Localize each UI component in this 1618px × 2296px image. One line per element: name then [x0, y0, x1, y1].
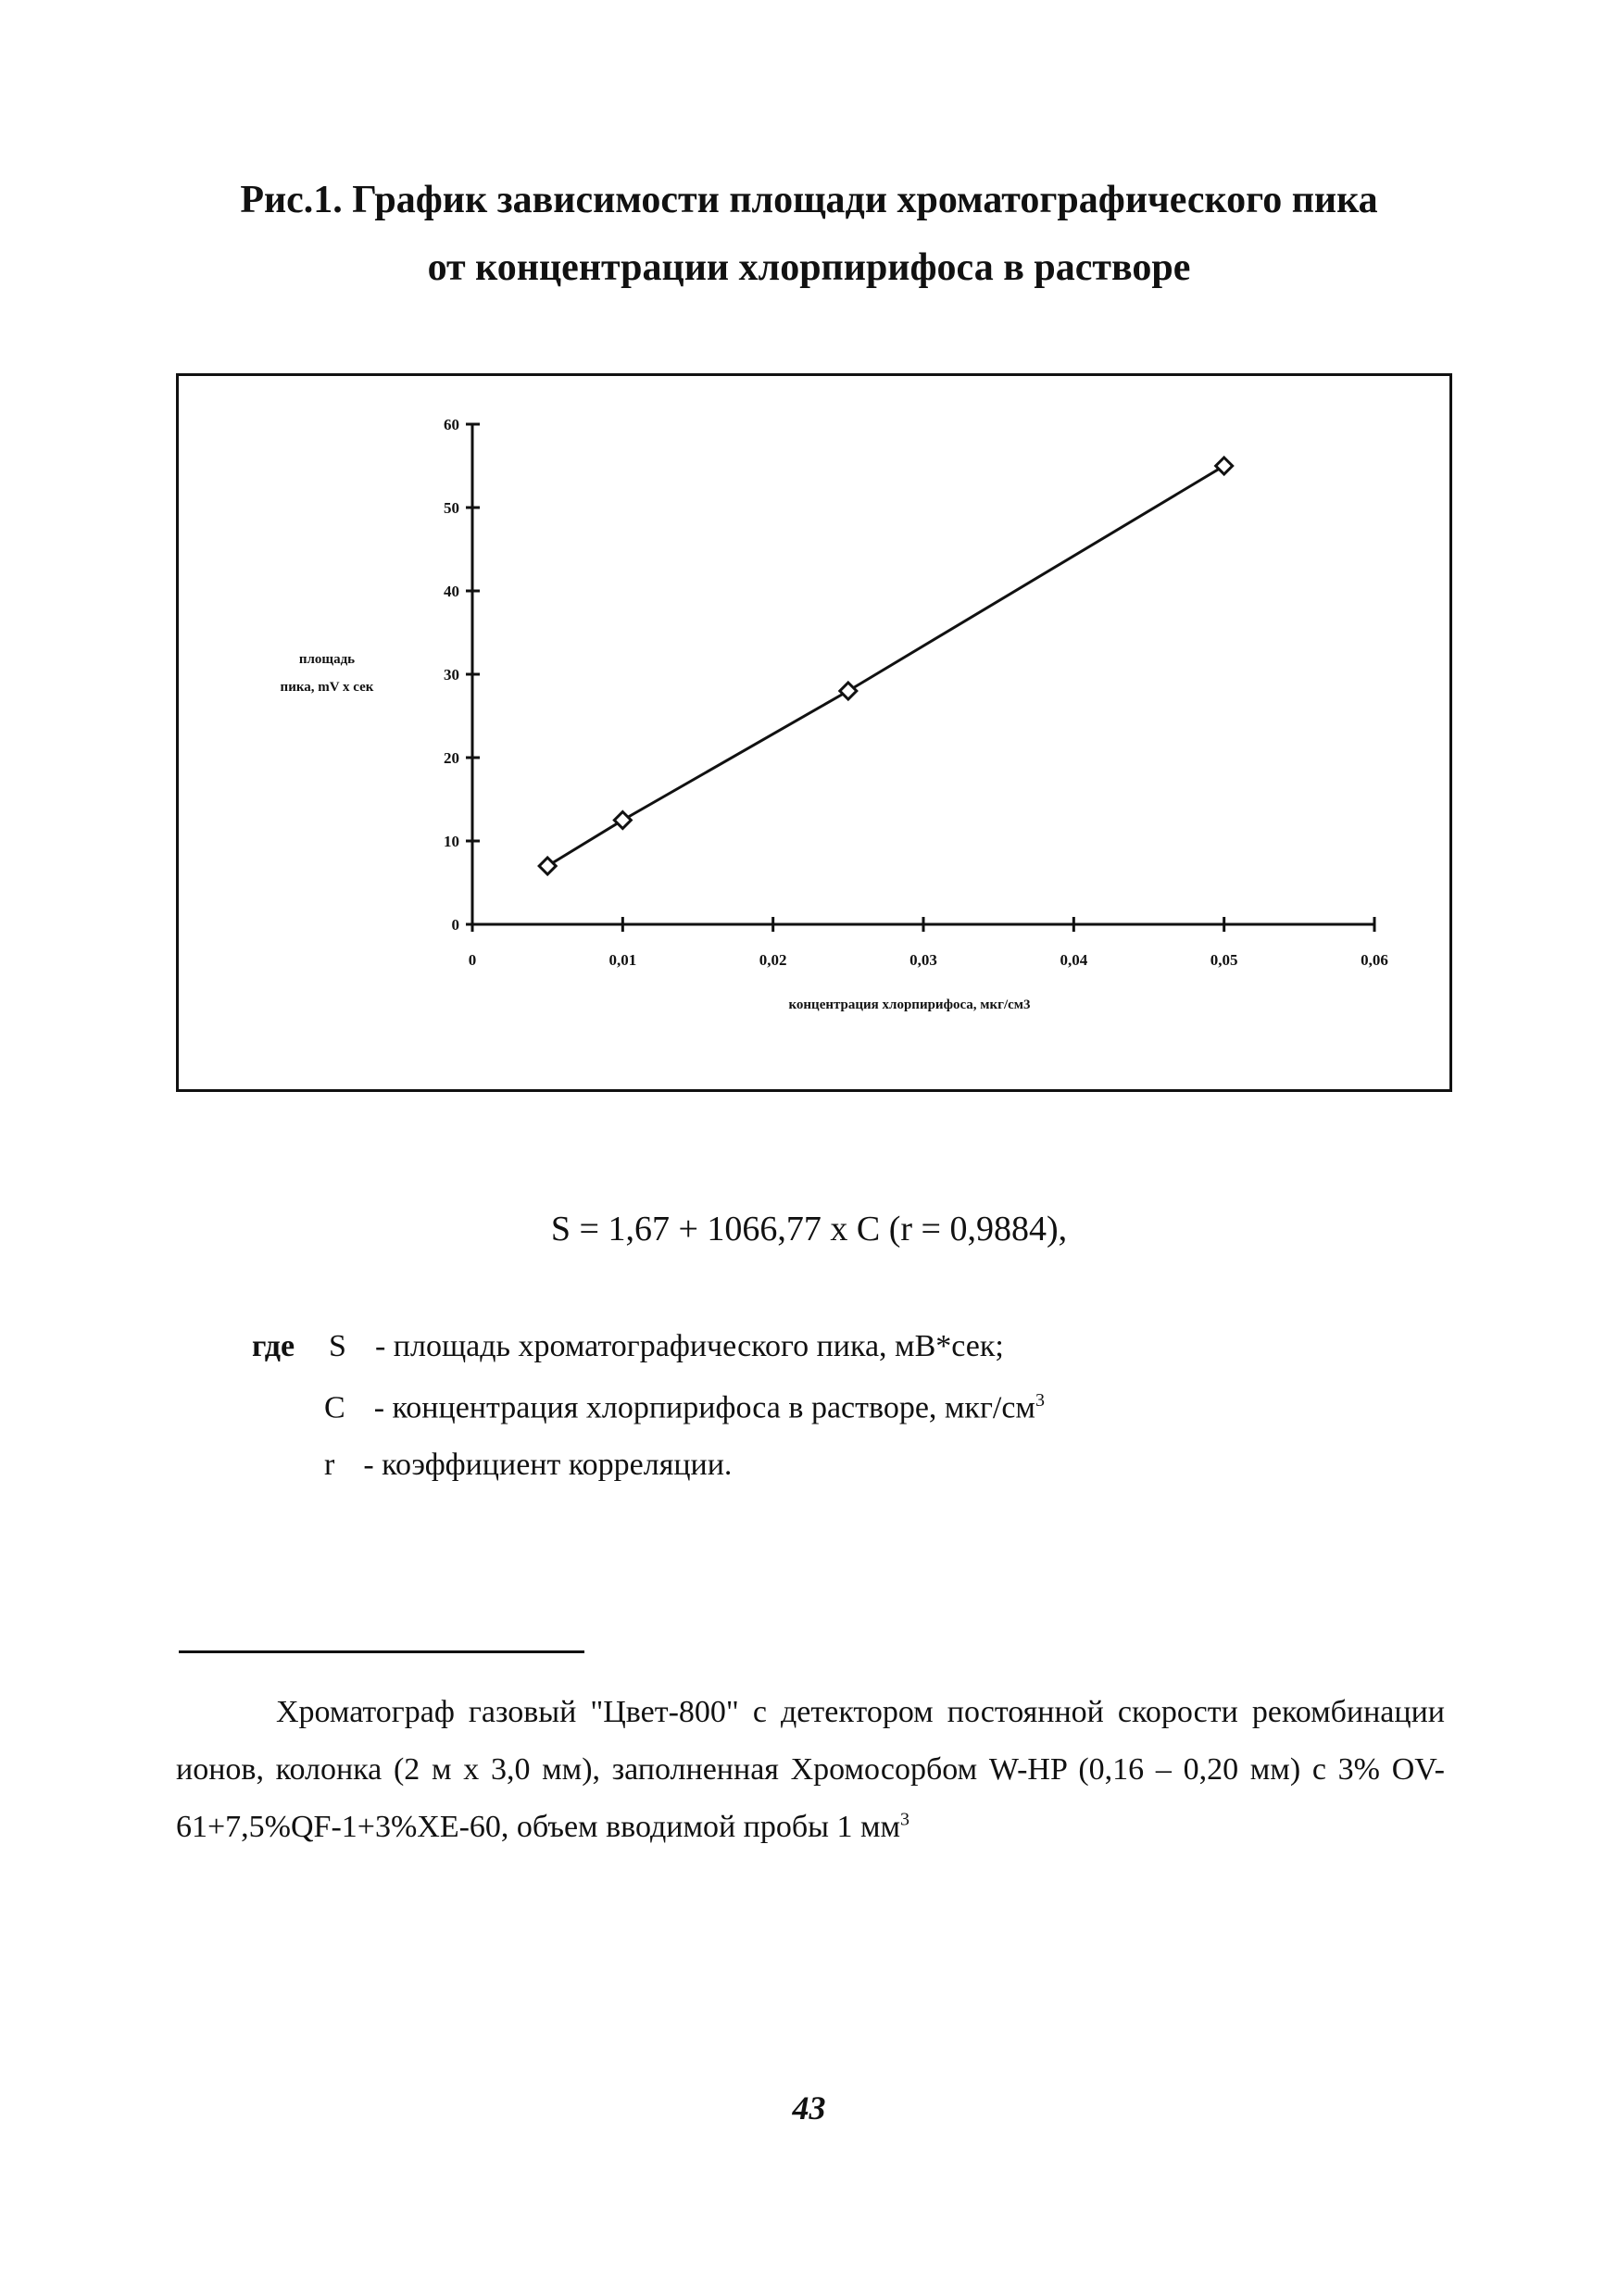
y-tick-label: 0 — [451, 916, 459, 934]
footnote-sup: 3 — [900, 1809, 910, 1830]
calibration-chart — [179, 376, 1449, 1089]
y-axis-label-line: площадь — [298, 652, 356, 667]
y-tick-label: 50 — [444, 499, 459, 517]
footnote-text: Хроматограф газовый "Цвет-800" с детектором постоянной скорости рекомбинации ионов, колонка (2 м х 3,0 мм), заполненная Хромосорбом W-HP (0,16 – 0,20 мм) с 3% OV-61+7,5%QF-1+3%XE-60, объем вводимой пробы 1 мм — [176, 1695, 1445, 1844]
data-point-marker — [539, 858, 556, 874]
x-tick-label: 0,05 — [1210, 951, 1238, 969]
x-tick-label: 0,02 — [759, 951, 787, 969]
legend-text-c: - концентрация хлорпирифоса в растворе, мкг/см — [373, 1390, 1035, 1425]
y-tick-label: 30 — [444, 666, 459, 684]
y-tick-label: 10 — [444, 833, 459, 850]
regression-formula: S = 1,67 + 1066,77 x C (r = 0,9884), — [550, 1210, 1068, 1248]
y-tick-label: 20 — [444, 749, 459, 767]
legend-sup-c: 3 — [1035, 1390, 1045, 1411]
legend-row-c — [324, 1391, 1045, 1424]
page-number: 43 — [792, 2089, 826, 2127]
x-tick-label: 0,06 — [1361, 951, 1388, 969]
legend-lead-word: где — [252, 1329, 295, 1363]
legend-text-r: - коэффициент корреляции. — [363, 1448, 733, 1482]
figure-title-line-2: от концентрации хлорпирифоса в растворе — [427, 246, 1191, 289]
data-point-marker — [840, 683, 857, 699]
x-tick-label: 0,03 — [909, 951, 937, 969]
data-point-marker — [614, 812, 631, 829]
series-line — [547, 466, 1224, 866]
y-axis-label-line: пика, mV x сек — [280, 680, 374, 695]
chart-frame — [176, 373, 1452, 1092]
x-tick-label: 0,04 — [1060, 951, 1088, 969]
legend-row-r — [324, 1449, 732, 1481]
legend-text-s: - площадь хроматографического пика, мВ*сек; — [374, 1329, 1004, 1363]
legend-symbol-r: r — [324, 1448, 335, 1482]
figure-title-line-1: Рис.1. График зависимости площади хроматографического пика — [240, 179, 1378, 221]
legend-symbol-s: S — [329, 1329, 346, 1363]
footnote-separator — [179, 1650, 584, 1653]
y-tick-label: 40 — [444, 583, 459, 600]
x-tick-label: 0,01 — [608, 951, 637, 969]
y-tick-label: 60 — [444, 416, 459, 433]
legend-row-s — [252, 1331, 1004, 1362]
data-point-marker — [1216, 458, 1233, 474]
legend-symbol-c: С — [324, 1390, 345, 1425]
x-tick-label: 0 — [468, 951, 477, 969]
footnote — [176, 1684, 1445, 1856]
x-axis-label: концентрация хлорпирифоса, мкг/см3 — [788, 997, 1031, 1012]
